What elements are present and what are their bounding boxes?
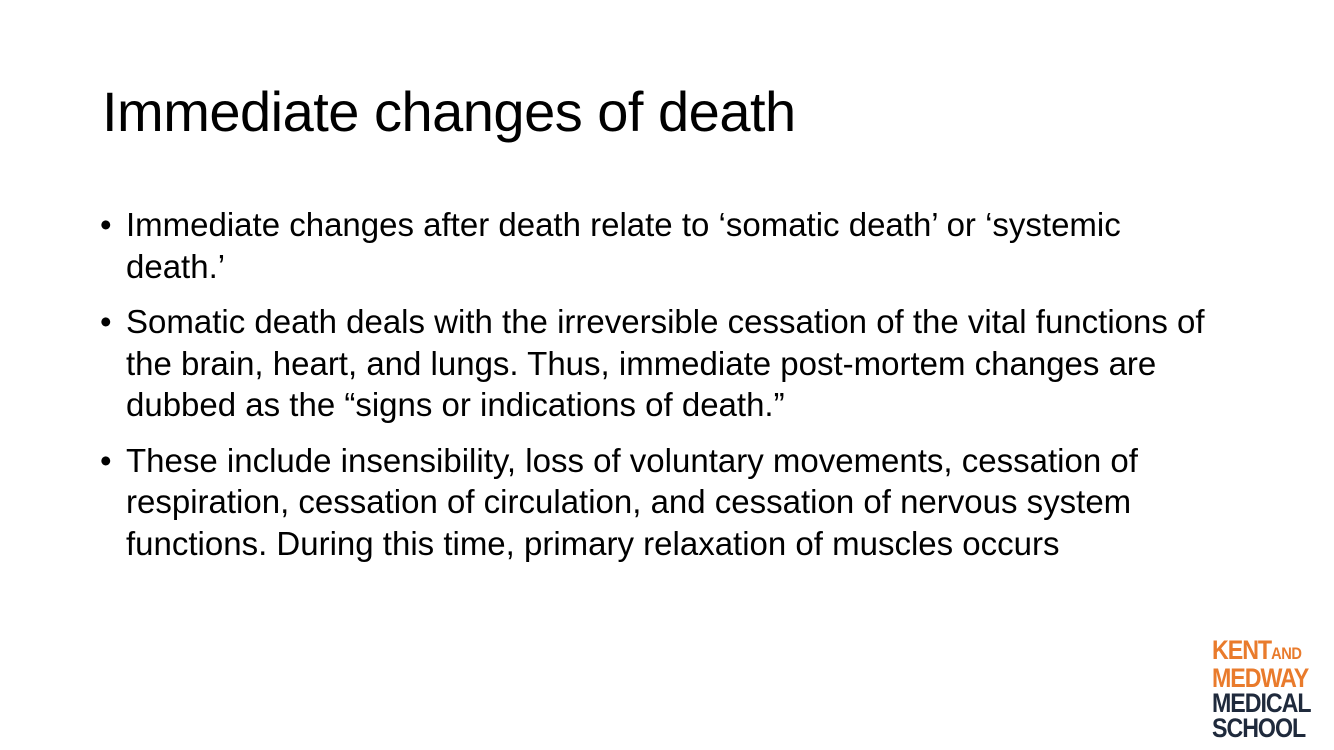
kent-medway-medical-school-logo	[1212, 635, 1311, 743]
bullet-item	[100, 301, 1210, 426]
bullet-item	[100, 440, 1210, 565]
bullet-item	[100, 204, 1210, 287]
slide-title: Immediate changes of death	[102, 80, 796, 143]
bullet-marker: •	[100, 441, 112, 479]
logo-school: SCHOOL	[1212, 713, 1306, 743]
logo-medical: MEDICAL	[1212, 688, 1311, 718]
logo-medway: MEDWAY	[1212, 663, 1309, 693]
logo-kent: KENT	[1212, 635, 1272, 665]
bullet-text: These include insensibility, loss of voluntary movements, cessation of respiration, cessation of circulation, and cessation of nervous system functions. During this time, primary relaxation of muscles occurs	[126, 441, 1138, 562]
bullet-list	[100, 204, 1210, 578]
bullet-text: Somatic death deals with the irreversible cessation of the vital functions of the brain, heart, and lungs. Thus, immediate post-mortem changes are dubbed as the “signs or indications of death.”	[126, 303, 1205, 423]
bullet-marker: •	[100, 206, 112, 243]
logo-line-1	[1212, 635, 1308, 666]
bullet-marker: •	[100, 303, 112, 340]
logo-and: AND	[1271, 644, 1302, 663]
bullet-text: Immediate changes after death relate to ‘somatic death’ or ‘systemic death.’	[126, 206, 1121, 285]
